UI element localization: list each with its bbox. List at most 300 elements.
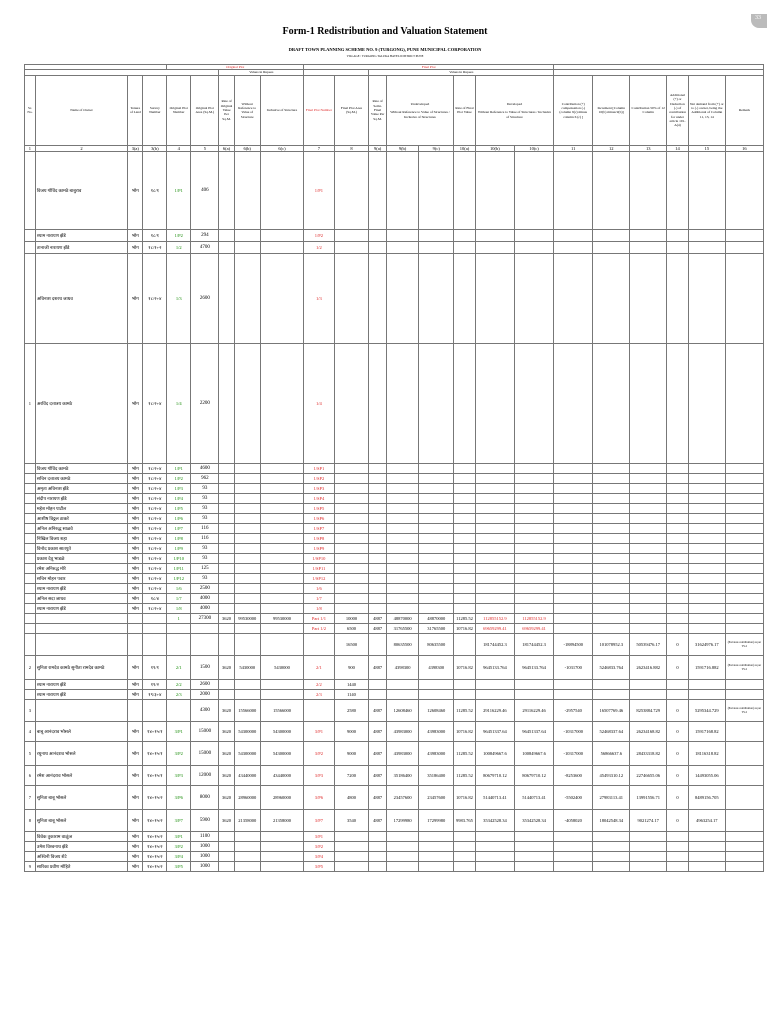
original-plot-area: 294 (191, 230, 219, 242)
empty-cell (514, 464, 553, 474)
empty-cell (725, 514, 763, 524)
values-in-rupees-2: Values in Rupees (369, 70, 554, 75)
semi-final-value: 12608460 (386, 700, 419, 722)
empty-cell (454, 534, 476, 544)
empty-cell (234, 494, 260, 504)
semi-final-inclusive: 80635500 (419, 634, 454, 656)
table-row (25, 722, 764, 742)
developed-value: 69659299.41 (475, 624, 514, 634)
empty-cell (554, 344, 593, 464)
owner-name: सचिन मोहन पवार (35, 574, 127, 584)
final-plot-number: 3/P6 (304, 786, 334, 810)
final-plot-number: 3/P1 (304, 832, 334, 842)
empty-cell (260, 852, 303, 862)
empty-cell (475, 524, 514, 534)
empty-cell (667, 862, 689, 872)
tenure: भोग (128, 656, 143, 680)
original-plot-area: 125 (191, 564, 219, 574)
tenure: भोग (128, 842, 143, 852)
empty-cell (630, 594, 667, 604)
net-demand: 1591716.882 (688, 656, 725, 680)
empty-cell (554, 690, 593, 700)
owner-name: प्रकाश देवू भाडळे (35, 554, 127, 564)
empty-cell (514, 344, 553, 464)
empty-cell (630, 574, 667, 584)
owner-name: निखिल विजय शहा (35, 534, 127, 544)
empty-cell (419, 464, 454, 474)
value-inclusive: 5430000 (260, 656, 303, 680)
empty-cell (454, 254, 476, 344)
rate-final (369, 634, 386, 656)
empty-cell (419, 254, 454, 344)
empty-cell (454, 594, 476, 604)
empty-cell (454, 464, 476, 474)
original-plot-area: 4600 (191, 464, 219, 474)
empty-cell (630, 534, 667, 544)
empty-cell (419, 494, 454, 504)
rate-final: 4887 (369, 700, 386, 722)
empty-cell (630, 690, 667, 700)
column-number: 5 (191, 145, 219, 152)
empty-cell (630, 680, 667, 690)
empty-cell (191, 634, 219, 656)
original-plot-number: 2/3 (167, 690, 191, 700)
owner-name: सुनिता रामदेव कामठे सुनीता रामदेव कामठे (35, 656, 127, 680)
empty-cell (593, 842, 630, 852)
empty-cell (334, 534, 369, 544)
empty-cell (334, 852, 369, 862)
contribution: -4058020 (554, 810, 593, 832)
empty-cell (454, 554, 476, 564)
additional: 0 (667, 722, 689, 742)
owner-name: विजय गोविंद कामठे (35, 464, 127, 474)
empty-cell (369, 604, 386, 614)
table-row (25, 504, 764, 514)
contribution-header: Contribution (+) compensation (-) (column 9(c) minus column 6 (c) ] (554, 75, 593, 145)
original-plot-number: 3/P7 (167, 810, 191, 832)
empty-cell (475, 152, 514, 230)
empty-cell (419, 484, 454, 494)
empty-cell (454, 842, 476, 852)
rate-developed: 10716.82 (454, 624, 476, 634)
empty-cell (688, 680, 725, 690)
empty-cell (369, 504, 386, 514)
empty-cell (369, 554, 386, 564)
table-row (25, 242, 764, 254)
empty-cell (454, 344, 476, 464)
original-plot-number: 1/P3 (167, 484, 191, 494)
empty-cell (593, 524, 630, 534)
empty-cell (369, 832, 386, 842)
survey-number: १९/३+४ (143, 690, 167, 700)
empty-cell (419, 564, 454, 574)
empty-cell (554, 604, 593, 614)
empty-cell (386, 604, 419, 614)
empty-cell (688, 504, 725, 514)
table-row (25, 690, 764, 700)
tenure (128, 624, 143, 634)
empty-cell (260, 604, 303, 614)
tenure: भोग (128, 254, 143, 344)
empty-cell (688, 574, 725, 584)
empty-cell (419, 594, 454, 604)
semi-final-value: 23457600 (386, 786, 419, 810)
empty-cell (554, 514, 593, 524)
empty-cell (593, 504, 630, 514)
empty-cell (514, 474, 553, 484)
owner-name: श्याम नारायण झेंडे (35, 230, 127, 242)
value-without-structure: 54300000 (234, 742, 260, 766)
sr-no: 2 (25, 656, 36, 680)
empty-cell (260, 690, 303, 700)
empty-cell (667, 504, 689, 514)
sr-no: 9 (25, 862, 36, 872)
rate-developed: 10716.82 (454, 656, 476, 680)
empty-cell (419, 690, 454, 700)
header-row-labels (25, 75, 764, 145)
empty-cell (593, 862, 630, 872)
empty-cell (419, 152, 454, 230)
semi-final-inclusive: 12608460 (419, 700, 454, 722)
empty-cell (334, 464, 369, 474)
original-plot-number: 1/P2 (167, 230, 191, 242)
empty-cell (454, 604, 476, 614)
empty-cell (725, 564, 763, 574)
empty-cell (475, 564, 514, 574)
table-row (25, 680, 764, 690)
value-without-structure: 21358000 (234, 810, 260, 832)
original-plot-area: 93 (191, 484, 219, 494)
empty-cell (386, 862, 419, 872)
sr-no (25, 604, 36, 614)
empty-cell (725, 680, 763, 690)
empty-cell (554, 494, 593, 504)
original-plot-number: 1/4 (167, 344, 191, 464)
survey-number (143, 614, 167, 624)
sr-no (25, 254, 36, 344)
empty-cell (219, 484, 234, 494)
original-plot-number: 2/2 (167, 680, 191, 690)
original-plot-area: 116 (191, 534, 219, 544)
page-number: 33 (755, 15, 761, 21)
empty-cell (219, 524, 234, 534)
empty-cell (725, 594, 763, 604)
empty-cell (219, 554, 234, 564)
empty-cell (725, 254, 763, 344)
empty-cell (475, 254, 514, 344)
empty-cell (234, 852, 260, 862)
empty-cell (667, 544, 689, 554)
final-plot-number: 1/4 (304, 344, 334, 464)
developed-value: 100849667.6 (475, 742, 514, 766)
empty-cell (667, 484, 689, 494)
table-row (25, 484, 764, 494)
value-without-structure: 15566000 (234, 700, 260, 722)
final-plot-area: 9000 (334, 722, 369, 742)
sr-no (25, 614, 36, 624)
original-plot-number: 1/P1 (167, 152, 191, 230)
empty-cell (369, 344, 386, 464)
empty-cell (475, 862, 514, 872)
empty-cell (334, 594, 369, 604)
semi-final-value: 17299980 (386, 810, 419, 832)
survey-number: १८/१ (143, 152, 167, 230)
original-plot-number: 3/P3 (167, 766, 191, 786)
tenure (128, 614, 143, 624)
empty-cell (667, 594, 689, 604)
empty-cell (386, 680, 419, 690)
empty-cell (475, 534, 514, 544)
table-row (25, 494, 764, 504)
empty-cell (688, 514, 725, 524)
empty-cell (593, 680, 630, 690)
empty-cell (454, 514, 476, 524)
empty-cell (260, 344, 303, 464)
owner-name: रमेश आनंदराव भोसले (35, 766, 127, 786)
increment: 16507769.46 (593, 700, 630, 722)
empty-cell (419, 242, 454, 254)
empty-cell (725, 230, 763, 242)
tenure: भोग (128, 564, 143, 574)
table-row (25, 614, 764, 624)
survey-number (143, 624, 167, 634)
rate-final: 4887 (369, 810, 386, 832)
original-plot-area: 2200 (191, 344, 219, 464)
table-row (25, 584, 764, 594)
final-plot-area: 6500 (334, 624, 369, 634)
empty-cell (593, 624, 630, 634)
final-plot-number: 1/SP6 (304, 514, 334, 524)
empty-cell (725, 534, 763, 544)
empty-cell (234, 464, 260, 474)
final-plot-number: 3/P2 (304, 842, 334, 852)
empty-cell (167, 624, 191, 634)
table-row (25, 634, 764, 656)
contribution-50: 50539476.17 (630, 634, 667, 656)
increment: 27983113.41 (593, 786, 630, 810)
empty-cell (35, 634, 127, 656)
empty-cell (688, 344, 725, 464)
empty-cell (593, 832, 630, 842)
survey-number: १४+१५/२ (143, 786, 167, 810)
increment: 45493310.12 (593, 766, 630, 786)
original-plot-number: 1/6 (167, 584, 191, 594)
developed-inclusive: 112855152.9 (514, 614, 553, 624)
empty-cell (334, 152, 369, 230)
owner-name: रमेश अनिरुद्ध मोरे (35, 564, 127, 574)
developed-inclusive: 69659299.41 (514, 624, 553, 634)
empty-cell (667, 614, 689, 624)
op-area-header: Original Plot Area (Sq.M.) (191, 75, 219, 145)
owner-name: रघुनाथ आनंदराव भोसले (35, 742, 127, 766)
empty-cell (191, 624, 219, 634)
empty-cell (369, 242, 386, 254)
rate-developed (454, 634, 476, 656)
empty-cell (454, 564, 476, 574)
original-plot-area: 4000 (191, 604, 219, 614)
empty-cell (475, 832, 514, 842)
empty-cell (475, 680, 514, 690)
contribution: -10317000 (554, 722, 593, 742)
value-inclusive: 99530000 (260, 614, 303, 624)
empty-cell (475, 494, 514, 504)
developed-value: 9645133.764 (475, 656, 514, 680)
tenure: भोग (128, 862, 143, 872)
survey-number: १८/२+४ (143, 584, 167, 594)
empty-cell (554, 524, 593, 534)
empty-cell (219, 634, 234, 656)
developed-header: Developed Without Reference to Value of Structures / Inclusive of Structure (475, 75, 553, 145)
net-demand-header: Net demand from (+) or to (-) owner, being the Additional of Column 11, 13, 14 (688, 75, 725, 145)
empty-cell (369, 852, 386, 862)
empty-cell (386, 554, 419, 564)
empty-cell (419, 584, 454, 594)
tenure: भोग (128, 690, 143, 700)
empty-cell (630, 842, 667, 852)
original-plot-area: 1000 (191, 852, 219, 862)
empty-cell (219, 584, 234, 594)
empty-cell (554, 464, 593, 474)
empty-cell (419, 554, 454, 564)
empty-cell (514, 564, 553, 574)
empty-cell (630, 604, 667, 614)
empty-cell (219, 534, 234, 544)
table-row (25, 464, 764, 474)
empty-cell (234, 604, 260, 614)
empty-cell (514, 524, 553, 534)
final-plot-number: 1/6 (304, 584, 334, 594)
empty-cell (369, 690, 386, 700)
remark: (Previous contribution) as per TS.2 (725, 700, 763, 722)
original-plot-number: 1/P8 (167, 534, 191, 544)
valuation-table (24, 64, 764, 872)
value-inclusive: 21358000 (260, 810, 303, 832)
empty-cell (725, 464, 763, 474)
empty-cell (688, 852, 725, 862)
empty-cell (260, 254, 303, 344)
empty-cell (593, 242, 630, 254)
empty-cell (725, 344, 763, 464)
empty-cell (554, 564, 593, 574)
empty-cell (725, 554, 763, 564)
empty-cell (369, 574, 386, 584)
empty-cell (514, 832, 553, 842)
empty-cell (219, 832, 234, 842)
table-row (25, 786, 764, 810)
empty-cell (219, 504, 234, 514)
empty-cell (667, 464, 689, 474)
empty-cell (475, 594, 514, 604)
empty-cell (667, 604, 689, 614)
net-demand: 15917168.82 (688, 722, 725, 742)
empty-cell (419, 544, 454, 554)
empty-cell (454, 152, 476, 230)
final-plot-number: 3/P2 (304, 742, 334, 766)
original-plot-number: 1/2 (167, 242, 191, 254)
additional: 0 (667, 766, 689, 786)
empty-cell (475, 484, 514, 494)
empty-cell (369, 152, 386, 230)
empty-cell (419, 604, 454, 614)
final-plot-number: 1/SP11 (304, 564, 334, 574)
empty-cell (386, 344, 419, 464)
empty-cell (419, 852, 454, 862)
empty-cell (334, 230, 369, 242)
empty-cell (369, 594, 386, 604)
empty-cell (167, 634, 191, 656)
empty-cell (219, 514, 234, 524)
remark (725, 766, 763, 786)
column-number: 15 (688, 145, 725, 152)
empty-cell (219, 344, 234, 464)
sr-no (25, 534, 36, 544)
inclusive-header: Inclusive of Structure (260, 75, 303, 145)
sr-no (25, 680, 36, 690)
empty-cell (454, 862, 476, 872)
empty-cell (334, 574, 369, 584)
empty-cell (219, 624, 234, 634)
empty-cell (167, 700, 191, 722)
semi-final-inclusive: 4398300 (419, 656, 454, 680)
final-plot-number: 1/3 (304, 254, 334, 344)
owner-name (35, 614, 127, 624)
original-plot-number: 1/P11 (167, 564, 191, 574)
final-plot-area: 16500 (334, 634, 369, 656)
empty-cell (219, 242, 234, 254)
owner-name: अविनाश दशरथ जाधव (35, 254, 127, 344)
final-plot-number: 3/P1 (304, 722, 334, 742)
value-inclusive: 28960000 (260, 786, 303, 810)
sr-no (25, 230, 36, 242)
empty-cell (454, 690, 476, 700)
empty-cell (593, 594, 630, 604)
empty-cell (260, 484, 303, 494)
empty-cell (725, 504, 763, 514)
empty-cell (219, 862, 234, 872)
empty-cell (725, 524, 763, 534)
empty-cell (667, 344, 689, 464)
survey-number: १८/१+२ (143, 242, 167, 254)
survey-number: १८/२+४ (143, 564, 167, 574)
empty-cell (386, 474, 419, 484)
contribution: -10317000 (554, 742, 593, 766)
additional-header: Additional (+) or Deduction (-) of contribution for under article 101-A(4) (667, 75, 689, 145)
empty-cell (475, 544, 514, 554)
table-row (25, 152, 764, 230)
empty-cell (475, 584, 514, 594)
empty-cell (234, 474, 260, 484)
remark-header: Remark (725, 75, 763, 145)
original-plot-number: 1/P6 (167, 514, 191, 524)
remark: (Previous contribution) as per TS.2 (725, 634, 763, 656)
empty-cell (593, 494, 630, 504)
empty-cell (386, 242, 419, 254)
empty-cell (667, 152, 689, 230)
empty-cell (514, 584, 553, 594)
additional: 0 (667, 786, 689, 810)
additional: 0 (667, 656, 689, 680)
empty-cell (386, 152, 419, 230)
empty-cell (475, 344, 514, 464)
tenure: भोग (128, 504, 143, 514)
empty-cell (454, 230, 476, 242)
empty-cell (419, 344, 454, 464)
survey-number: १८/२+४ (143, 484, 167, 494)
survey-number: १८/२+४ (143, 474, 167, 484)
empty-cell (128, 700, 143, 722)
empty-cell (234, 514, 260, 524)
sr-no (25, 544, 36, 554)
